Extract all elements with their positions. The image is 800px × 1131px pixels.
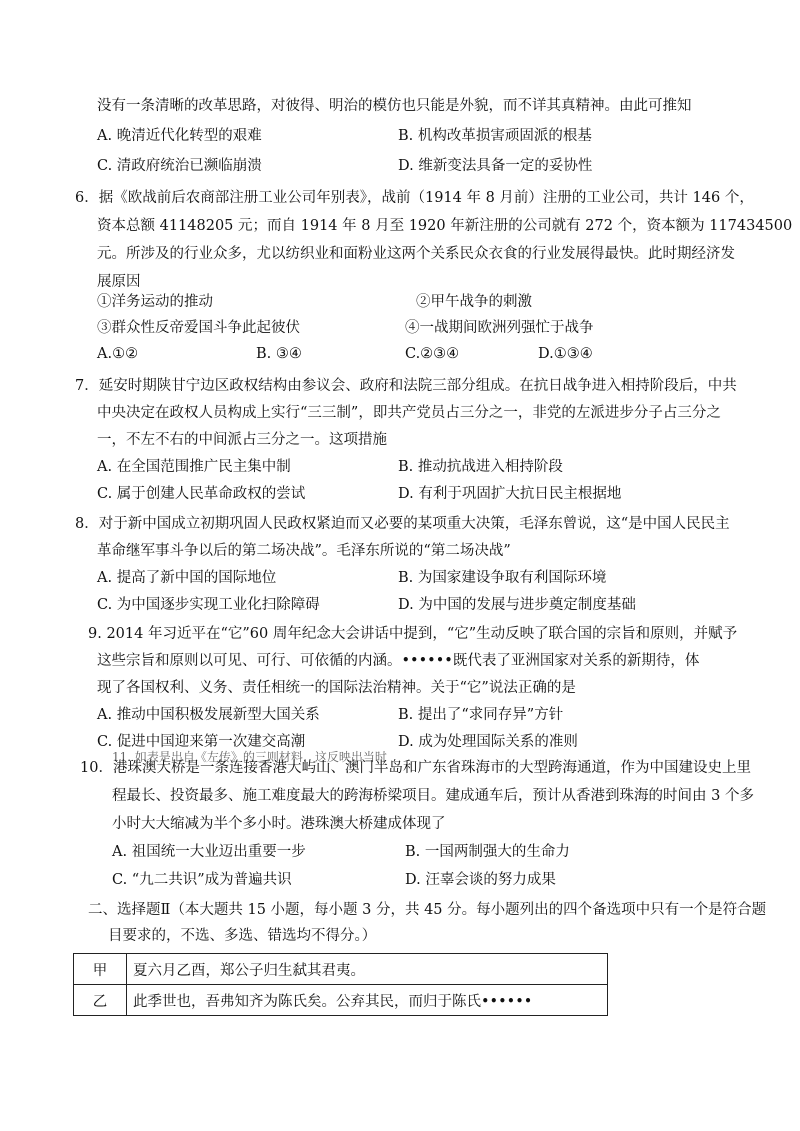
q5-option-b: B. 机构改革损害顽固派的根基 [398, 128, 592, 144]
q10-option-a: A. 祖国统一大业迈出重要一步 [112, 844, 306, 860]
q10-option-b: B. 一国两制强大的生命力 [405, 844, 570, 860]
q9-option-c: C. 促进中国迎来第一次建交高潮 [97, 734, 306, 750]
q9-stem-line2: 这些宗旨和原则以可见、可行、可依循的内涵。••••••既代表了亚洲国家对关系的新期待，体 [97, 653, 700, 669]
q8-stem-line2: 革命继军事斗争以后的第二场决战”。毛泽东所说的“第二场决战” [97, 543, 511, 559]
q11-overlap-text: 11. 如表是出自《左传》的三则材料，这反映出当时 [112, 750, 387, 764]
table-row [74, 954, 608, 985]
q7-stem-line3: 一，不左不右的中间派占三分之一。这项措施 [97, 432, 387, 448]
q9-option-a: A. 推动中国积极发展新型大国关系 [97, 707, 320, 723]
table-row-key: 甲 [74, 954, 127, 985]
q6-stem-line3: 元。所涉及的行业众多，尤以纺织业和面粉业这两个关系民众衣食的行业发展得最快。此时期经济发 [97, 246, 735, 262]
q8-option-d: D. 为中国的发展与进步奠定制度基础 [398, 597, 636, 613]
q6-option-a: A.①② [97, 346, 139, 362]
q10-stem-line2: 程最长、投资最多、施工难度最大的跨海桥梁项目。建成通车后，预计从香港到珠海的时间由 3 个多 [112, 788, 754, 804]
q6-option-b: B. ③④ [256, 346, 302, 362]
q9-stem-line3: 现了各国权利、义务、责任相统一的国际法治精神。关于“它”说法正确的是 [97, 680, 576, 696]
section2-header-line2: 目要求的，不选、多选、错选均不得分。） [108, 928, 377, 944]
q5-stem-tail: 没有一条清晰的改革思路，对彼得、明治的模仿也只能是外貌，而不详其真精神。由此可推知 [97, 98, 692, 114]
q7-option-a: A. 在全国范围推广民主集中制 [97, 459, 291, 475]
q5-option-c: C. 清政府统治已濒临崩溃 [97, 158, 262, 174]
q6-stem-line4: 展原因 [97, 274, 141, 290]
section2-header-line1: 二、选择题Ⅱ（本大题共 15 小题，每小题 3 分，共 45 分。每小题列出的四个备选项中只有一个是符合题 [88, 902, 767, 918]
q7-stem-line1: 7．延安时期陕甘宁边区政权结构由参议会、政府和法院三部分组成。在抗日战争进入相持阶段后，中共 [75, 378, 737, 394]
q6-stem-line2: 资本总额 41148205 元；而自 1914 年 8 月至 1920 年新注册的公司就有 272 个，资本额为 117434500 [97, 218, 793, 234]
q6-item-3: ③群众性反帝爱国斗争此起彼伏 [97, 320, 300, 336]
q10-option-c: C. “九二共识”成为普遍共识 [112, 872, 292, 888]
table-row-key: 乙 [74, 985, 127, 1016]
q7-option-b: B. 推动抗战进入相持阶段 [398, 459, 563, 475]
q5-option-a: A. 晚清近代化转型的艰难 [97, 128, 262, 144]
q7-stem-line2: 中央决定在政权人员构成上实行“三三制”，即共产党员占三分之一，非党的左派进步分子占三分之 [97, 405, 721, 421]
q6-item-1: ①洋务运动的推动 [97, 294, 213, 310]
q10-stem-line1: 10．港珠澳大桥是一条连接香港大屿山、澳门半岛和广东省珠海市的大型跨海通道，作为中国建设史上里 [80, 760, 751, 776]
table-row [74, 985, 608, 1016]
q8-stem-line1: 8．对于新中国成立初期巩固人民政权紧迫而又必要的某项重大决策，毛泽东曾说，这“是中国人民民主 [75, 516, 730, 532]
q6-option-d: D.①③④ [538, 346, 593, 362]
q8-option-a: A. 提高了新中国的国际地位 [97, 570, 277, 586]
q10-stem-line3: 小时大大缩减为半个多小时。港珠澳大桥建成体现了 [112, 816, 446, 832]
q6-item-2: ②甲午战争的刺激 [416, 294, 532, 310]
q9-option-b: B. 提出了“求同存异”方针 [398, 707, 564, 723]
q9-stem-line1: 9. 2014 年习近平在“它”60 周年纪念大会讲话中提到，“它”生动反映了联合国的宗旨和原则，并赋予 [88, 626, 738, 642]
q8-option-c: C. 为中国逐步实现工业化扫除障碍 [97, 597, 320, 613]
q8-option-b: B. 为国家建设争取有利国际环境 [398, 570, 607, 586]
q7-option-d: D. 有利于巩固扩大抗日民主根据地 [398, 486, 622, 502]
q10-option-d: D. 汪辜会谈的努力成果 [405, 872, 556, 888]
q6-stem-line1: 6．据《欧战前后农商部注册工业公司年别表》，战前（1914 年 8 月前）注册的工业公司，共计 146 个， [75, 190, 754, 206]
q5-option-d: D. 维新变法具备一定的妥协性 [398, 158, 593, 174]
table-row-text: 此季世也，吾弗知齐为陈氏矣。公弃其民，而归于陈氏•••••• [127, 985, 608, 1016]
table-row-text: 夏六月乙酉，郑公子归生弑其君夷。 [127, 954, 608, 985]
q9-option-d: D. 成为处理国际关系的准则 [398, 734, 578, 750]
material-table [73, 953, 608, 1016]
q7-option-c: C. 属于创建人民革命政权的尝试 [97, 486, 306, 502]
q6-item-4: ④一战期间欧洲列强忙于战争 [405, 320, 594, 336]
q6-option-c: C.②③④ [405, 346, 460, 362]
